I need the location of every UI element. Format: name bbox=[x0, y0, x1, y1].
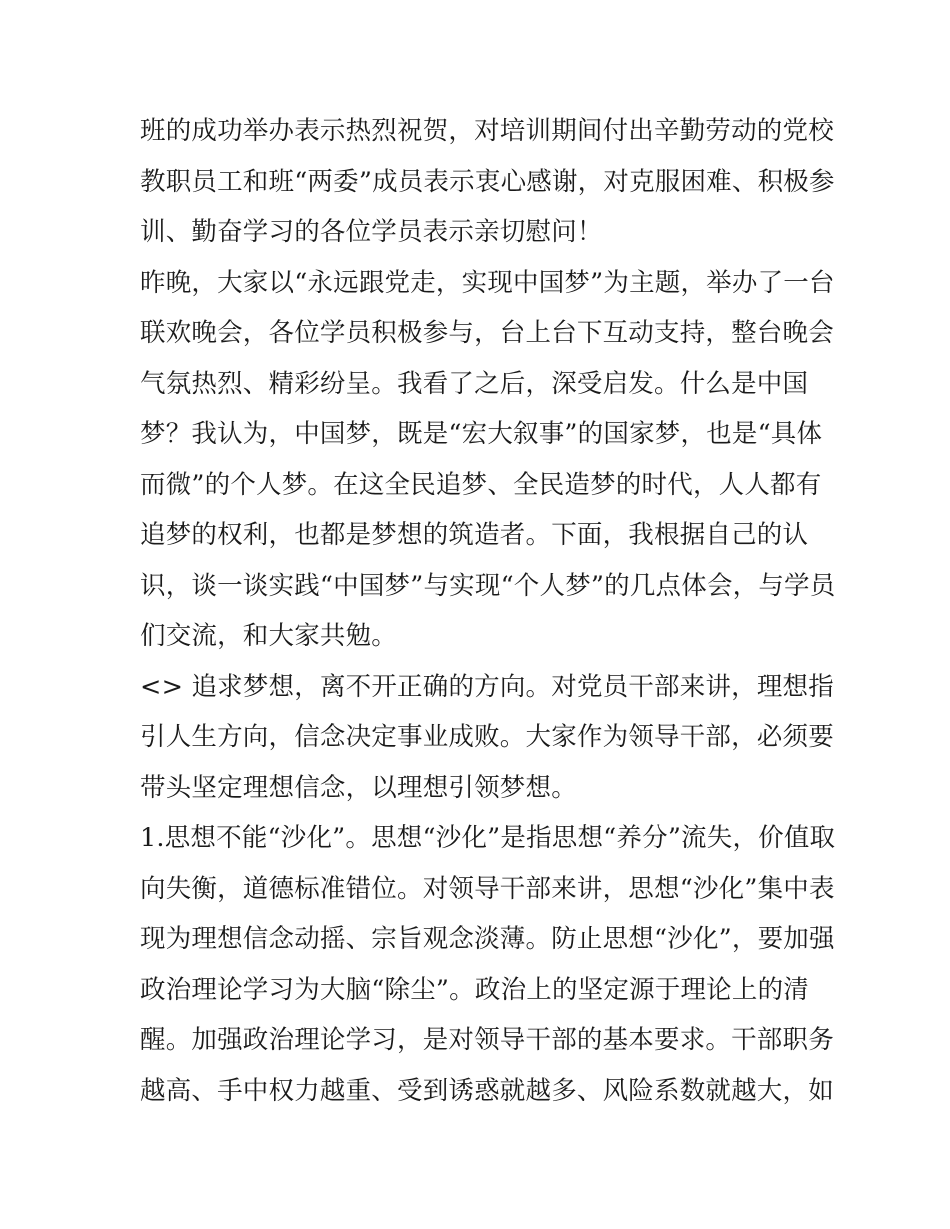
text-line-8: 而微”的个人梦。在这全民追梦、全民造梦的时代，人人都有 bbox=[140, 469, 822, 500]
text-line-4: 昨晚，大家以“永远跟党走，实现中国梦”为主题，举办了一台 bbox=[140, 267, 835, 298]
text-line-15: 1.思想不能“沙化”。思想“沙化”是指思想“养分”流失，价值取 bbox=[140, 823, 836, 853]
text-line-18: 政治理论学习为大脑“除尘”。政治上的坚定源于理论上的清 bbox=[140, 974, 809, 1005]
text-line-1: 班的成功举办表示热烈祝贺，对培训期间付出辛勤劳动的党校 bbox=[140, 116, 834, 146]
text-line-13: 引人生方向，信念决定事业成败。大家作为领导干部，必须要 bbox=[140, 722, 834, 752]
text-line-10: 识，谈一谈实践“中国梦”与实现“个人梦”的几点体会，与学员 bbox=[140, 570, 836, 601]
text-line-5: 联欢晚会，各位学员积极参与，台上台下互动支持，整台晚会 bbox=[140, 318, 834, 348]
text-line-7: 梦？我认为，中国梦，既是“宏大叙事”的国家梦，也是“具体 bbox=[140, 419, 823, 449]
text-line-9: 追梦的权利，也都是梦想的筑造者。下面，我根据自己的认 bbox=[140, 520, 809, 550]
text-line-3: 训、勤奋学习的各位学员表示亲切慰问！ bbox=[140, 217, 603, 247]
text-line-2: 教职员工和班“两委”成员表示衷心感谢，对克服困难、积极参 bbox=[140, 166, 835, 197]
text-line-17: 现为理想信念动摇、宗旨观念淡薄。防止思想“沙化”，要加强 bbox=[140, 924, 835, 954]
text-line-6: 气氛热烈、精彩纷呈。我看了之后，深受启发。什么是中国 bbox=[140, 368, 809, 399]
text-line-16: 向失衡，道德标准错位。对领导干部来讲，思想“沙化”集中表 bbox=[140, 873, 835, 904]
text-line-11: 们交流，和大家共勉。 bbox=[140, 621, 398, 651]
text-line-19: 醒。加强政治理论学习，是对领导干部的基本要求。干部职务 bbox=[140, 1025, 834, 1055]
text-line-14: 带头坚定理想信念，以理想引领梦想。 bbox=[140, 772, 577, 803]
text-line-12: <> 追求梦想，离不开正确的方向。对党员干部来讲，理想指 bbox=[140, 671, 834, 702]
document-text bbox=[140, 106, 836, 1116]
text-line-20: 越高、手中权力越重、受到诱惑就越多、风险系数就越大，如 bbox=[140, 1075, 834, 1106]
